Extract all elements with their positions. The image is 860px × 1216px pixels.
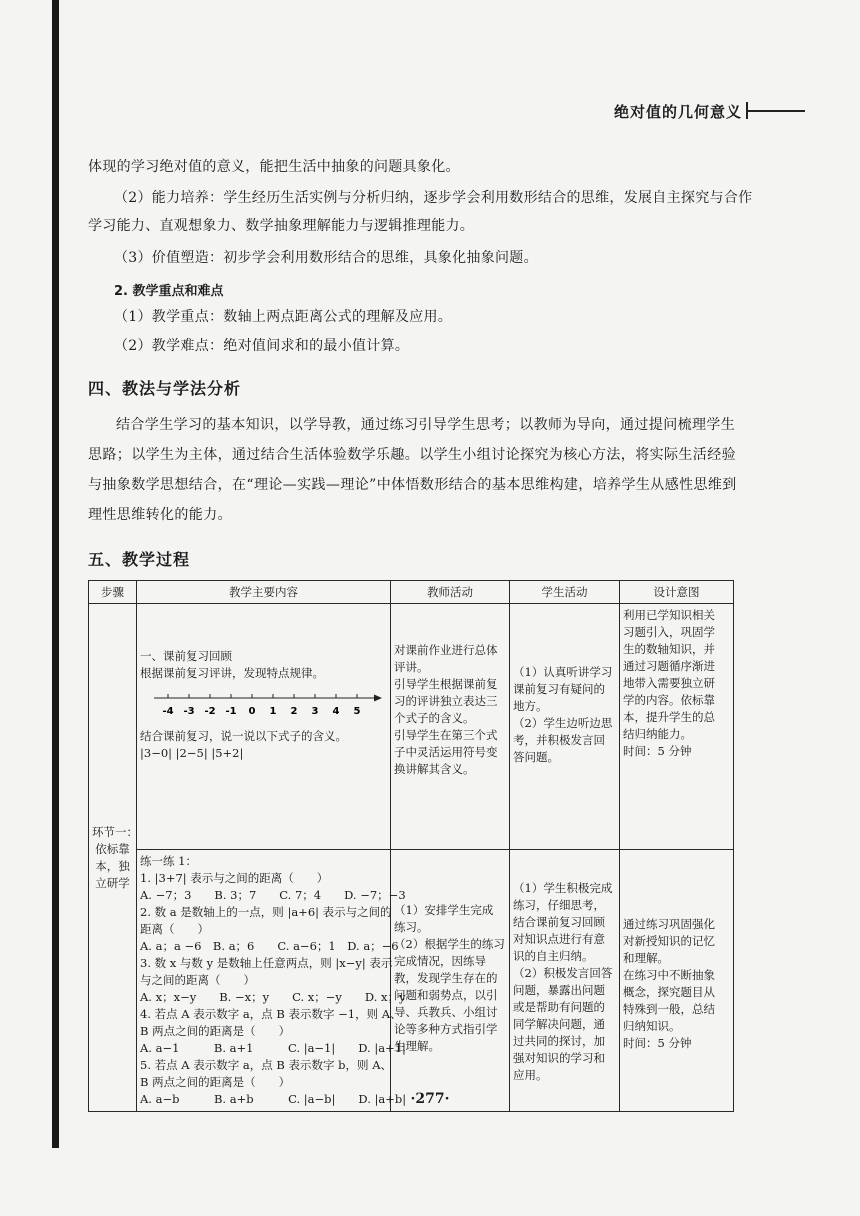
text-line: 评讲。 bbox=[394, 660, 429, 674]
number-line-tick-label: 4 bbox=[332, 706, 340, 717]
stage-cell bbox=[89, 604, 137, 1112]
text-line: 通过习题循序渐进 bbox=[623, 659, 715, 673]
number-line-diagram bbox=[150, 690, 382, 722]
text-line: （1）学生积极完成 bbox=[513, 881, 613, 895]
exercise-line: A. a；a −6 B. a；6 C. a−6；1 D. a；−6 bbox=[140, 939, 399, 953]
text-line: 论等多种方式指引学 bbox=[394, 1022, 498, 1036]
table-row bbox=[89, 850, 734, 1112]
text-line: 通过练习巩固强化 bbox=[623, 917, 715, 931]
exercise-line: A. x；x−y B. −x；y C. x；−y D. x；y bbox=[140, 990, 406, 1004]
number-line-tick-label: 0 bbox=[248, 706, 256, 717]
student-activity-cell bbox=[510, 850, 620, 1112]
text-line: 考，并积极发言回 bbox=[513, 733, 605, 747]
text-line: （1）认真听讲学习 bbox=[513, 665, 613, 679]
number-line-tick-label: 1 bbox=[269, 706, 277, 717]
text-line: 问题和弱势点，以引 bbox=[394, 988, 498, 1002]
header-step: 步骤 bbox=[89, 581, 137, 604]
stage-line: 本，独 bbox=[95, 858, 130, 873]
exercise-line: 与之间的距离（ ） bbox=[140, 973, 255, 987]
text-line: （2）积极发言回答 bbox=[513, 966, 613, 980]
text-line: 习的评讲独立表达三 bbox=[394, 694, 498, 708]
review-prompt: 结合课前复习，说一说以下式子的含义。 bbox=[140, 729, 347, 743]
review-instruction: 根据课前复习评讲，发现特点规律。 bbox=[140, 666, 324, 680]
exercise-line: A. a−b B. a+b C. |a−b| D. |a+b| bbox=[140, 1092, 407, 1106]
text-line: 对课前作业进行总体 bbox=[394, 643, 498, 657]
text-line: 特殊到一般，总结 bbox=[623, 1002, 715, 1016]
text-line: 生的数轴知识，并 bbox=[623, 642, 715, 656]
number-line-tick-label: -3 bbox=[183, 706, 195, 717]
text-line: 答问题。 bbox=[513, 750, 559, 764]
text-line: 换讲解其含义。 bbox=[394, 762, 475, 776]
text-line: 结合课前复习回顾 bbox=[513, 915, 605, 929]
text-line: 完成情况，因练导 bbox=[394, 954, 486, 968]
text-line: 习题引入，巩固学 bbox=[623, 625, 715, 639]
text-line: （1）安排学生完成 bbox=[394, 903, 494, 917]
number-line-tick-label: 2 bbox=[290, 706, 298, 717]
text-line: 练习。 bbox=[394, 920, 429, 934]
exercise-line: 1. |3+7| 表示与之间的距离（ ） bbox=[140, 871, 329, 885]
exercise-line: 练一练 1： bbox=[140, 854, 197, 868]
text-line: 子中灵活运用符号变 bbox=[394, 745, 498, 759]
stage-line: 环节一： bbox=[92, 824, 138, 839]
intro-line-3: 学习能力、直观想象力、数学抽象理解能力与逻辑推理能力。 bbox=[88, 218, 475, 234]
text-line: 概念，探究题目从 bbox=[623, 985, 715, 999]
stage-line: 依标靠 bbox=[95, 841, 130, 856]
section-4-paragraph-text: 结合学生学习的基本知识，以学导教，通过练习引导学生思考；以教师为导向，通过提问梳理学生思路；以学生为主体，通过结合生活体验数学乐趣。以学生小组讨论探究为核心方法，将实际生活经验与抽象数学思想结合，在“理论—实践—理论”中体悟数形结合的基本思维构建，培养学生从感性思维到理性思维转化的能力。 bbox=[88, 417, 737, 523]
exercise-content-cell bbox=[137, 850, 407, 1112]
design-intent-cell bbox=[620, 604, 734, 850]
text-line: 过共同的探讨，加 bbox=[513, 1034, 605, 1048]
exercise-line: 3. 数 x 与数 y 是数轴上任意两点，则 |x−y| 表示 bbox=[140, 956, 393, 970]
key-point-2: （2）教学难点：绝对值间求和的最小值计算。 bbox=[114, 338, 410, 354]
intro-line-2: （2）能力培养：学生经历生活实例与分析归纳，逐步学会利用数形结合的思维，发展自主探究与合作 bbox=[114, 190, 753, 206]
number-line-tick-label: -4 bbox=[162, 706, 174, 717]
section-5-title: 五、教学过程 bbox=[88, 550, 191, 569]
text-line: 时间：5 分钟 bbox=[623, 744, 692, 758]
review-title: 一、课前复习回顾 bbox=[140, 649, 232, 663]
text-line: 地带入需要独立研 bbox=[623, 676, 715, 690]
text-line: 练习，仔细思考， bbox=[513, 898, 605, 912]
design-intent-cell bbox=[620, 850, 734, 1112]
teacher-activity-cell bbox=[391, 850, 510, 1112]
text-line: 利用已学知识相关 bbox=[623, 608, 715, 622]
exercise-line: 4. 若点 A 表示数字 a，点 B 表示数字 −1，则 A、 bbox=[140, 1007, 402, 1021]
text-line: 结归纳能力。 bbox=[623, 727, 692, 741]
stage-line: 立研学 bbox=[95, 875, 130, 890]
review-content-cell bbox=[137, 604, 391, 850]
section-4-title: 四、教法与学法分析 bbox=[88, 379, 242, 398]
text-line: 时间：5 分钟 bbox=[623, 1036, 692, 1050]
text-line: 对知识点进行有意 bbox=[513, 932, 605, 946]
text-line: 强对知识的学习和 bbox=[513, 1051, 605, 1065]
text-line: 问题，暴露出问题 bbox=[513, 983, 605, 997]
number-line-tick-label: 3 bbox=[311, 706, 319, 717]
text-line: 或是帮助有问题的 bbox=[513, 1000, 605, 1014]
student-activity-cell bbox=[510, 604, 620, 850]
page-binding-edge bbox=[52, 0, 59, 1148]
header-student: 学生活动 bbox=[510, 581, 620, 604]
section-4-paragraph bbox=[88, 410, 748, 530]
text-line: 生理解。 bbox=[394, 1039, 440, 1053]
text-line: 引导学生在第三个式 bbox=[394, 728, 498, 742]
number-line-tick-label: -1 bbox=[225, 706, 237, 717]
running-header-title: 绝对值的几何意义 bbox=[613, 103, 742, 121]
table-header-row bbox=[89, 581, 734, 604]
text-line: 地方。 bbox=[513, 699, 548, 713]
teacher-activity-cell bbox=[391, 604, 510, 850]
exercise-line: 2. 数 a 是数轴上的一点，则 |a+6| 表示与之间的 bbox=[140, 905, 392, 919]
text-line: 教，发现学生存在的 bbox=[394, 971, 498, 985]
exercise-line: B 两点之间的距离是（ ） bbox=[140, 1024, 291, 1038]
key-point-1: （1）教学重点：数轴上两点距离公式的理解及应用。 bbox=[114, 309, 453, 325]
intro-line-1: 体现的学习绝对值的意义，能把生活中抽象的问题具象化。 bbox=[88, 159, 460, 175]
table-row bbox=[89, 604, 734, 850]
lesson-process-table bbox=[88, 580, 734, 1112]
exercise-line: B 两点之间的距离是（ ） bbox=[140, 1075, 291, 1089]
text-line: 和理解。 bbox=[623, 951, 669, 965]
exercise-line: A. −7；3 B. 3；7 C. 7；4 D. −7；−3 bbox=[140, 888, 406, 902]
text-line: 个式子的含义。 bbox=[394, 711, 475, 725]
text-line: 识的自主归纳。 bbox=[513, 949, 594, 963]
exercise-line: 距离（ ） bbox=[140, 922, 209, 936]
exercise-line: 5. 若点 A 表示数字 a，点 B 表示数字 b，则 A、 bbox=[140, 1058, 392, 1072]
header-teacher: 教师活动 bbox=[391, 581, 510, 604]
review-expressions: |3−0| |2−5| |5+2| bbox=[140, 746, 244, 760]
text-line: 课前复习有疑问的 bbox=[513, 682, 605, 696]
intro-line-4: （3）价值塑造：初步学会利用数形结合的思维，具象化抽象问题。 bbox=[114, 250, 538, 266]
header-rule bbox=[747, 110, 805, 112]
text-line: 同学解决问题，通 bbox=[513, 1017, 605, 1031]
text-line: （2）根据学生的练习 bbox=[394, 937, 505, 951]
text-line: 在练习中不断抽象 bbox=[623, 968, 715, 982]
text-line: 导、兵教兵、小组讨 bbox=[394, 1005, 498, 1019]
text-line: 应用。 bbox=[513, 1068, 548, 1082]
subheading-key-points: 2. 教学重点和难点 bbox=[114, 284, 224, 299]
number-line-tick-label: 5 bbox=[353, 706, 361, 717]
text-line: 引导学生根据课前复 bbox=[394, 677, 498, 691]
text-line: 学的内容。依标靠 bbox=[623, 693, 715, 707]
header-content: 教学主要内容 bbox=[137, 581, 391, 604]
text-line: 本，提升学生的总 bbox=[623, 710, 715, 724]
number-line-tick-label: -2 bbox=[204, 706, 216, 717]
text-line: 对新授知识的记忆 bbox=[623, 934, 715, 948]
text-line: 归纳知识。 bbox=[623, 1019, 681, 1033]
header-intent: 设计意图 bbox=[620, 581, 734, 604]
page-number: ·277· bbox=[410, 1091, 450, 1107]
text-line: （2）学生边听边思 bbox=[513, 716, 613, 730]
exercise-line: A. a−1 B. a+1 C. |a−1| D. |a+1| bbox=[140, 1041, 406, 1055]
